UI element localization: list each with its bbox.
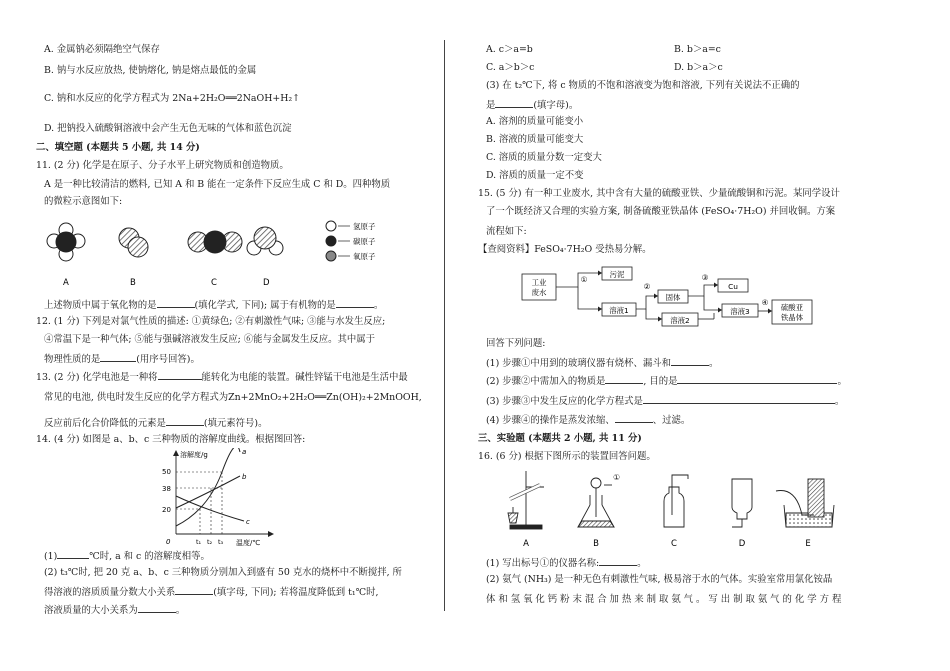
section-2-heading: 二、填空题 (本题共 5 小题, 共 14 分): [36, 142, 200, 153]
q15-sub-3: [486, 394, 844, 408]
legend-hydrogen: 氢原子: [353, 222, 376, 231]
q15-s3-text-b: 。: [834, 396, 845, 407]
apparatus-label-e: E: [805, 539, 811, 549]
q14-blank-1[interactable]: [57, 549, 89, 559]
q12-text-b: (用序号回答)。: [136, 354, 200, 365]
q13-line-3: [44, 416, 267, 430]
q16-blank-1[interactable]: [599, 556, 637, 566]
q14-sub-3-line-1: (3) 在 t₂℃下, 将 c 物质的不饱和溶液变为饱和溶液, 下列有关说法不正确的: [486, 80, 800, 91]
q14-ytick-50: 50: [162, 468, 171, 476]
q15-blank-5[interactable]: [615, 413, 653, 423]
q14-curve-a: a: [242, 448, 247, 456]
q15-s3-text-a: (3) 步骤③中发生反应的化学方程式是: [486, 396, 643, 407]
q15-reference: 【查阅资料】FeSO₄·7H₂O 受热易分解。: [478, 244, 652, 255]
molecule-d: [247, 227, 283, 255]
q15-s2-text-b: , 目的是: [643, 376, 678, 387]
flow-box-wastewater-1: 工业: [531, 278, 547, 287]
apparatus-d: [732, 479, 752, 527]
q15-s2-text-a: (2) 步骤②中需加入的物质是: [486, 376, 606, 387]
q14-solubility-chart: [156, 448, 281, 548]
q16-s1-text-a: (1) 写出标号①的仪器名称:: [486, 558, 600, 569]
column-divider: [444, 40, 445, 611]
q14-s3-option-d: D. 溶质的质量一定不变: [486, 170, 584, 181]
q16-line-1: 16. (6 分) 根据下图所示的装置回答问题。: [478, 451, 656, 462]
molecule-b: [119, 228, 148, 257]
q11-molecule-figure: [44, 214, 419, 294]
q15-blank-4[interactable]: [643, 394, 835, 404]
legend-oxygen: 氧原子: [353, 252, 376, 261]
flow-box-solid: 固体: [665, 293, 681, 302]
q14-origin: 0: [166, 538, 171, 546]
apparatus-label-d: D: [738, 539, 746, 549]
q16-sub-2-line-1: (2) 氨气 (NH₃) 是一种无色有刺激性气味, 极易溶于水的气体。实验室常用氯化铵晶: [486, 574, 833, 585]
q14-s3-option-b: B. 溶液的质量可能变大: [486, 134, 584, 145]
q16-marker-1: ①: [613, 473, 621, 482]
q13-blank-2[interactable]: [166, 416, 204, 426]
apparatus-label-a: A: [523, 539, 529, 549]
atom-legend: [326, 221, 376, 261]
q15-s2-text-c: 。: [837, 376, 847, 387]
q15-prompt: 回答下列问题:: [486, 338, 546, 349]
q14-s3-option-a: A. 溶剂的质量可能变小: [486, 116, 584, 127]
q13-text-a: 13. (2 分) 化学电池是一种将: [36, 372, 158, 383]
flow-box-solution1: 溶液1: [609, 306, 629, 315]
q10-option-c: C. 钠和水反应的化学方程式为 2Na+2H₂O══2NaOH+H₂↑: [44, 93, 301, 104]
q15-blank-2[interactable]: [605, 374, 643, 384]
q14-line-1: 14. (4 分) 如图是 a、b、c 三种物质的溶解度曲线。根据图回答:: [36, 434, 306, 445]
q14-s2-text-a: 得溶液的溶质质量分数大小关系: [44, 587, 176, 598]
q13-text-b: 能转化为电能的装置。碱性锌锰干电池是生活中最: [201, 372, 408, 383]
flow-box-solution2: 溶液2: [670, 316, 690, 325]
apparatus-c: [664, 475, 688, 527]
q14-sub-2-line-2: [44, 585, 379, 599]
q14-sub-2-line-1: (2) t₃℃时, 把 20 克 a、b、c 三种物质分别加入到盛有 50 克水的烧杯中不断搅拌, 所: [44, 567, 402, 578]
q12-line-3: [44, 352, 200, 366]
q14-s3-option-c: C. 溶质的质量分数一定变大: [486, 152, 602, 163]
q14-s2-text-d: 。: [175, 605, 186, 616]
q16-sub-1: [486, 556, 647, 570]
q10-option-d: D. 把钠投入硫酸铜溶液中会产生无色无味的气体和蓝色沉淀: [44, 123, 292, 134]
q11-blank-2[interactable]: [336, 298, 374, 308]
apparatus-label-b: B: [593, 539, 599, 549]
q15-line-1: 15. (5 分) 有一种工业废水, 其中含有大量的硫酸亚铁、少量硫酸铜和污泥。某同学设计: [478, 188, 840, 199]
flow-box-solution3: 溶液3: [730, 307, 750, 316]
q14-sub-2-line-3: [44, 603, 185, 617]
molecule-c: [188, 231, 242, 253]
q11-blank-1[interactable]: [157, 298, 195, 308]
q15-line-2: 了一个既经济又合理的实验方案, 制备硫酸亚铁晶体 (FeSO₄·7H₂O) 并回收铜。方案: [486, 206, 836, 217]
q16-apparatus-figure: [496, 465, 866, 551]
q13-line-2: 常见的电池, 供电时发生反应的化学方程式为Zn+2MnO₂+2H₂O══Zn(OH)₂+2MnOOH,: [44, 392, 422, 403]
q11-line-1: 11. (2 分) 化学是在原子、分子水平上研究物质和创造物质。: [36, 160, 289, 171]
q14-curve-c: c: [246, 518, 250, 526]
apparatus-label-c: C: [671, 539, 677, 549]
q15-sub-4: [486, 413, 690, 427]
q15-sub-2: [486, 374, 847, 388]
q15-s1-text-a: (1) 步骤①中用到的玻璃仪器有烧杯、漏斗和: [486, 358, 672, 369]
q14-choice-a: A. c＞a=b: [486, 44, 533, 55]
q12-line-2: ④常温下是一种气体; ⑤能与强碱溶液发生反应; ⑥能与金属发生反应。其中属于: [44, 334, 376, 345]
q14-choice-d: D. b＞a＞c: [674, 62, 723, 73]
q14-sub-3-line-2: [486, 98, 578, 112]
q13-text-c: 反应前后化合价降低的元素是: [44, 418, 166, 429]
flow-box-crystal-1: 硫酸亚: [780, 303, 804, 312]
flow-step-2: ②: [643, 282, 651, 291]
flow-box-cu: Cu: [728, 282, 738, 291]
q15-line-3: 流程如下:: [486, 226, 527, 237]
flow-step-1: ①: [580, 275, 588, 284]
molecule-label-b: B: [130, 278, 136, 288]
q14-blank-3[interactable]: [138, 603, 176, 613]
q14-s3-text-a: 是: [486, 100, 496, 111]
q14-blank-4[interactable]: [495, 98, 533, 108]
flow-step-3: ③: [701, 273, 709, 282]
apparatus-e: [776, 479, 834, 527]
q14-curve-b: b: [242, 473, 247, 481]
q15-sub-1: [486, 356, 718, 370]
q14-xtick-t3: t₃: [218, 538, 224, 546]
q13-blank-1[interactable]: [158, 370, 202, 380]
q13-text-d: (填元素符号)。: [203, 418, 268, 429]
q10-option-b: B. 钠与水反应放热, 使钠熔化, 钠是熔点最低的金属: [44, 65, 257, 76]
q14-ytick-38: 38: [162, 485, 171, 493]
q14-choice-b: B. b＞a=c: [674, 44, 721, 55]
q14-xlabel: 温度/℃: [236, 539, 261, 547]
q14-xtick-t1: t₁: [196, 538, 202, 546]
q11-line-4: [44, 298, 383, 312]
q11-line-3: 的微粒示意图如下:: [44, 196, 123, 207]
q11-text-a: 上述物质中属于氧化物的是: [44, 300, 157, 311]
q14-s2-text-b: (填字母, 下同); 若将温度降低到 t₁℃时,: [213, 587, 379, 598]
q14-ytick-20: 20: [162, 506, 171, 514]
q14-choice-c: C. a＞b＞c: [486, 62, 535, 73]
q14-ylabel: 溶解度/g: [180, 451, 208, 459]
q15-s4-text-b: 、过滤。: [652, 415, 691, 426]
flow-box-sludge: 污泥: [609, 270, 625, 279]
q14-xtick-t2: t₂: [207, 538, 213, 546]
q11-text-c: 。: [373, 300, 384, 311]
q14-sub-1: [44, 549, 210, 563]
q16-s1-text-b: 。: [637, 558, 647, 569]
apparatus-a: [508, 471, 544, 529]
section-3-heading: 三、实验题 (本题共 2 小题, 共 11 分): [478, 433, 642, 444]
q12-line-1: 12. (1 分) 下列是对氯气性质的描述: ①黄绿色; ②有刺激性气味; ③能与水发生反应;: [36, 316, 386, 327]
q15-s4-text-a: (4) 步骤④的操作是蒸发浓缩、: [486, 415, 615, 426]
q14-blank-2[interactable]: [175, 585, 213, 595]
q14-s1-text-b: ℃时, a 和 c 的溶解度相等。: [89, 551, 210, 562]
flow-box-wastewater-2: 废水: [531, 288, 547, 297]
q14-s2-text-c: 溶液质量的大小关系为: [44, 605, 138, 616]
q14-s3-text-b: (填字母)。: [533, 100, 579, 111]
q15-flow-diagram: [518, 264, 838, 330]
molecule-label-d: D: [263, 278, 270, 288]
q15-s1-text-b: 。: [709, 358, 719, 369]
molecule-a: [47, 223, 85, 261]
q15-blank-3[interactable]: [677, 374, 837, 384]
q11-text-b: (填化学式, 下同); 属于有机物的是: [194, 300, 336, 311]
q10-option-a: A. 金属钠必须隔绝空气保存: [44, 44, 160, 55]
molecule-label-c: C: [211, 278, 217, 288]
flow-step-4: ④: [761, 298, 769, 307]
q12-blank[interactable]: [100, 352, 136, 362]
molecule-label-a: A: [63, 278, 69, 288]
q14-s1-text-a: (1): [44, 551, 58, 562]
q11-line-2: A 是一种比较清洁的燃料, 已知 A 和 B 能在一定条件下反应生成 C 和 D。四种物质: [44, 179, 391, 190]
legend-carbon: 碳原子: [353, 237, 376, 246]
q12-text-a: 物理性质的是: [44, 354, 101, 365]
q16-sub-2-line-2: 体 和 氢 氧 化 钙 粉 末 混 合 加 热 来 制 取 氨 气 。 写 出 制 取 氨 气 的 化 学 方 程: [486, 594, 842, 605]
q13-line-1: [36, 370, 408, 384]
flow-box-crystal-2: 铁晶体: [780, 313, 804, 322]
apparatus-b: [578, 473, 620, 527]
q15-blank-1[interactable]: [671, 356, 709, 366]
